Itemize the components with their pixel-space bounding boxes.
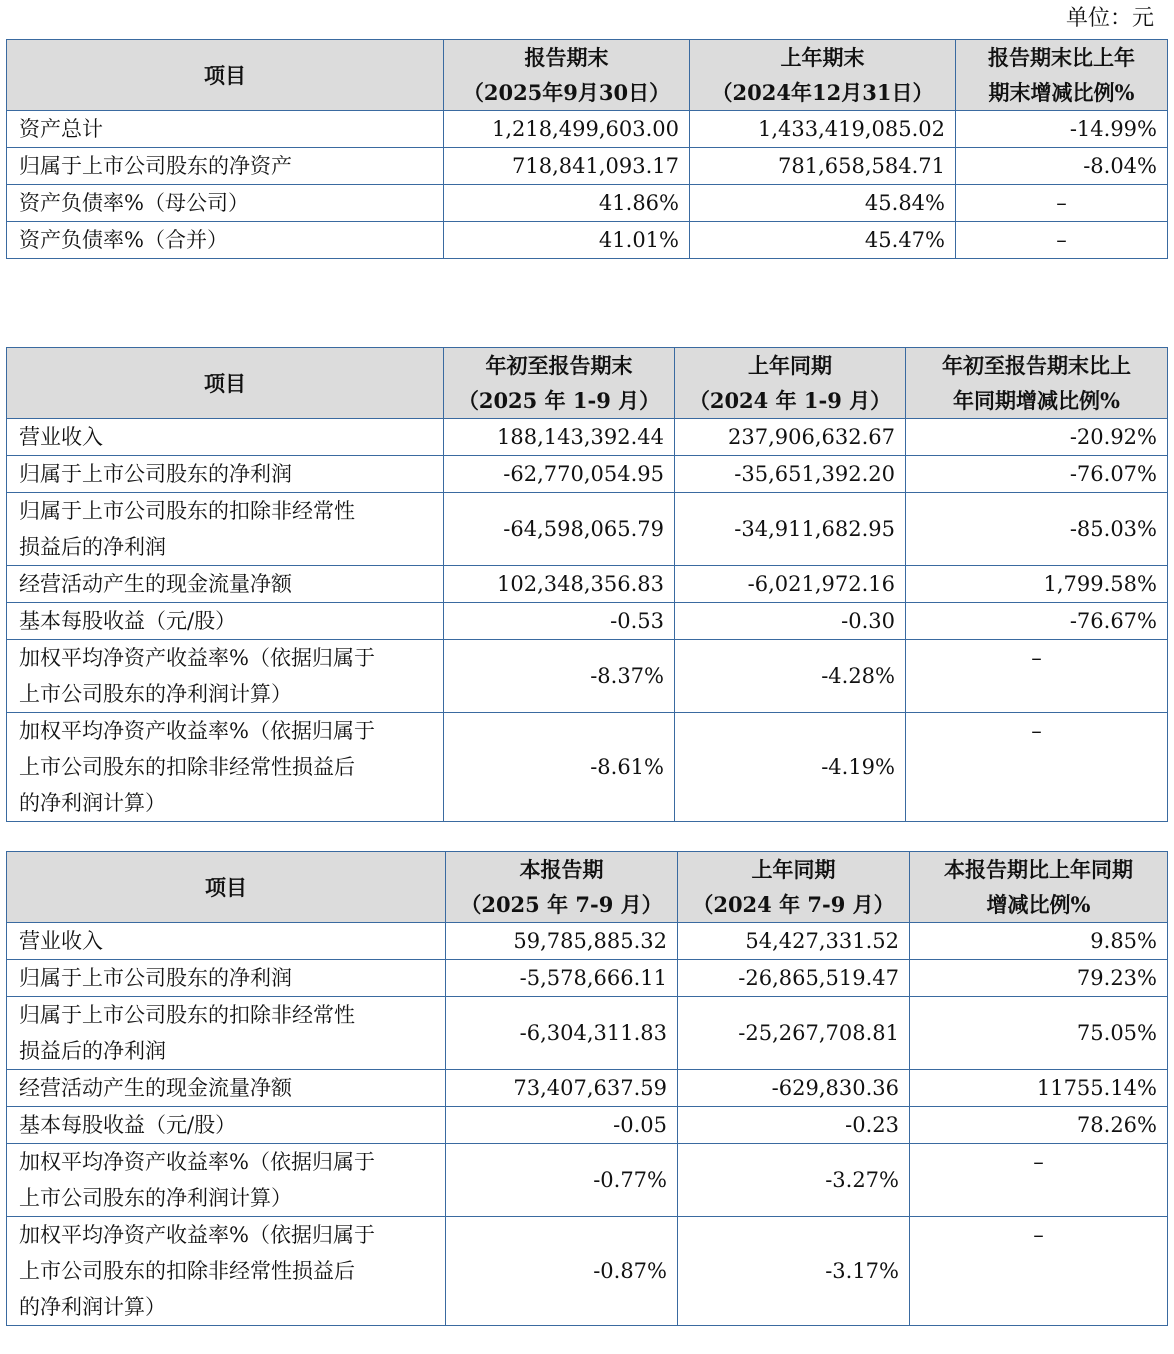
table-row <box>7 1070 1168 1107</box>
cell-value: -0.77% <box>446 1144 678 1217</box>
cell-value: 41.01% <box>444 222 690 259</box>
cell-value: 45.84% <box>690 185 956 222</box>
cell-value: -64,598,065.79 <box>444 493 675 566</box>
header-period-end: 报告期末 （2025年9月30日） <box>444 40 690 111</box>
header-ytd: 年初至报告期末 （2025 年 1-9 月） <box>444 348 675 419</box>
cell-value: -0.23 <box>678 1107 910 1144</box>
table-row <box>7 923 1168 960</box>
cell-value: -0.87% <box>446 1217 678 1326</box>
header-current-period: 本报告期 （2025 年 7-9 月） <box>446 852 678 923</box>
table-header-row <box>7 348 1168 419</box>
header-item: 项目 <box>7 348 444 419</box>
cell-value: -62,770,054.95 <box>444 456 675 493</box>
header-change-ratio: 报告期末比上年 期末增减比例% <box>956 40 1168 111</box>
cell-ratio: -76.07% <box>906 456 1168 493</box>
cell-value: -629,830.36 <box>678 1070 910 1107</box>
table-row <box>7 456 1168 493</box>
row-label: 营业收入 <box>7 923 446 960</box>
table-row <box>7 493 1168 566</box>
cell-value: -34,911,682.95 <box>675 493 906 566</box>
cell-value: 781,658,584.71 <box>690 148 956 185</box>
table-row <box>7 148 1168 185</box>
cell-ratio: – <box>906 713 1168 822</box>
cell-value: -0.53 <box>444 603 675 640</box>
cell-ratio: -14.99% <box>956 111 1168 148</box>
cell-value: 59,785,885.32 <box>446 923 678 960</box>
quarter-table <box>6 851 1168 1326</box>
cell-value: -0.30 <box>675 603 906 640</box>
cell-value: 188,143,392.44 <box>444 419 675 456</box>
cell-ratio: 1,799.58% <box>906 566 1168 603</box>
cell-value: 718,841,093.17 <box>444 148 690 185</box>
header-prior-ytd: 上年同期 （2024 年 1-9 月） <box>675 348 906 419</box>
cell-value: 41.86% <box>444 185 690 222</box>
cell-ratio: 75.05% <box>910 997 1168 1070</box>
cell-value: 1,433,419,085.02 <box>690 111 956 148</box>
cell-ratio: 78.26% <box>910 1107 1168 1144</box>
header-last-year-end: 上年期末 （2024年12月31日） <box>690 40 956 111</box>
cell-value: 102,348,356.83 <box>444 566 675 603</box>
cell-value: 237,906,632.67 <box>675 419 906 456</box>
cell-ratio: -85.03% <box>906 493 1168 566</box>
row-label: 经营活动产生的现金流量净额 <box>7 566 444 603</box>
table-row <box>7 566 1168 603</box>
cell-ratio: 79.23% <box>910 960 1168 997</box>
cell-value: -8.61% <box>444 713 675 822</box>
cell-value: -4.19% <box>675 713 906 822</box>
header-prior-period: 上年同期 （2024 年 7-9 月） <box>678 852 910 923</box>
row-label: 基本每股收益（元/股） <box>7 603 444 640</box>
cell-value: -3.27% <box>678 1144 910 1217</box>
header-item: 项目 <box>7 852 446 923</box>
row-label: 加权平均净资产收益率%（依据归属于 上市公司股东的净利润计算） <box>7 1144 446 1217</box>
table-row <box>7 222 1168 259</box>
table-row <box>7 185 1168 222</box>
cell-ratio: 11755.14% <box>910 1070 1168 1107</box>
cell-value: -3.17% <box>678 1217 910 1326</box>
header-change-ratio: 年初至报告期末比上 年同期增减比例% <box>906 348 1168 419</box>
table-row <box>7 1144 1168 1217</box>
table-row <box>7 603 1168 640</box>
cell-ratio: -20.92% <box>906 419 1168 456</box>
cell-ratio: -76.67% <box>906 603 1168 640</box>
cell-value: -25,267,708.81 <box>678 997 910 1070</box>
row-label: 加权平均净资产收益率%（依据归属于 上市公司股东的净利润计算） <box>7 640 444 713</box>
row-label: 归属于上市公司股东的扣除非经常性 损益后的净利润 <box>7 493 444 566</box>
cell-value: -6,304,311.83 <box>446 997 678 1070</box>
row-label: 归属于上市公司股东的净利润 <box>7 960 446 997</box>
table-row <box>7 640 1168 713</box>
table-header-row <box>7 852 1168 923</box>
cell-ratio: 9.85% <box>910 923 1168 960</box>
row-label: 加权平均净资产收益率%（依据归属于 上市公司股东的扣除非经常性损益后 的净利润计算） <box>7 1217 446 1326</box>
cell-ratio: -8.04% <box>956 148 1168 185</box>
table-header-row <box>7 40 1168 111</box>
cell-value: -5,578,666.11 <box>446 960 678 997</box>
table-row <box>7 997 1168 1070</box>
unit-label: 单位：元 <box>1065 6 1154 31</box>
ytd-table <box>6 347 1168 822</box>
cell-value: -4.28% <box>675 640 906 713</box>
table-row <box>7 419 1168 456</box>
cell-value: -35,651,392.20 <box>675 456 906 493</box>
row-label: 归属于上市公司股东的净资产 <box>7 148 444 185</box>
row-label: 营业收入 <box>7 419 444 456</box>
cell-ratio: – <box>956 185 1168 222</box>
row-label: 基本每股收益（元/股） <box>7 1107 446 1144</box>
row-label: 资产总计 <box>7 111 444 148</box>
table-row <box>7 1217 1168 1326</box>
table-row <box>7 1107 1168 1144</box>
cell-value: -0.05 <box>446 1107 678 1144</box>
cell-value: 1,218,499,603.00 <box>444 111 690 148</box>
cell-value: 73,407,637.59 <box>446 1070 678 1107</box>
cell-value: -26,865,519.47 <box>678 960 910 997</box>
row-label: 加权平均净资产收益率%（依据归属于 上市公司股东的扣除非经常性损益后 的净利润计算） <box>7 713 444 822</box>
table-row <box>7 111 1168 148</box>
row-label: 归属于上市公司股东的净利润 <box>7 456 444 493</box>
cell-ratio: – <box>910 1217 1168 1326</box>
table-row <box>7 960 1168 997</box>
cell-value: 45.47% <box>690 222 956 259</box>
row-label: 资产负债率%（合并） <box>7 222 444 259</box>
balance-table <box>6 39 1168 259</box>
header-item: 项目 <box>7 40 444 111</box>
cell-ratio: – <box>906 640 1168 713</box>
cell-value: -8.37% <box>444 640 675 713</box>
cell-ratio: – <box>910 1144 1168 1217</box>
row-label: 经营活动产生的现金流量净额 <box>7 1070 446 1107</box>
cell-value: 54,427,331.52 <box>678 923 910 960</box>
row-label: 归属于上市公司股东的扣除非经常性 损益后的净利润 <box>7 997 446 1070</box>
table-row <box>7 713 1168 822</box>
cell-value: -6,021,972.16 <box>675 566 906 603</box>
header-change-ratio: 本报告期比上年同期 增减比例% <box>910 852 1168 923</box>
row-label: 资产负债率%（母公司） <box>7 185 444 222</box>
cell-ratio: – <box>956 222 1168 259</box>
